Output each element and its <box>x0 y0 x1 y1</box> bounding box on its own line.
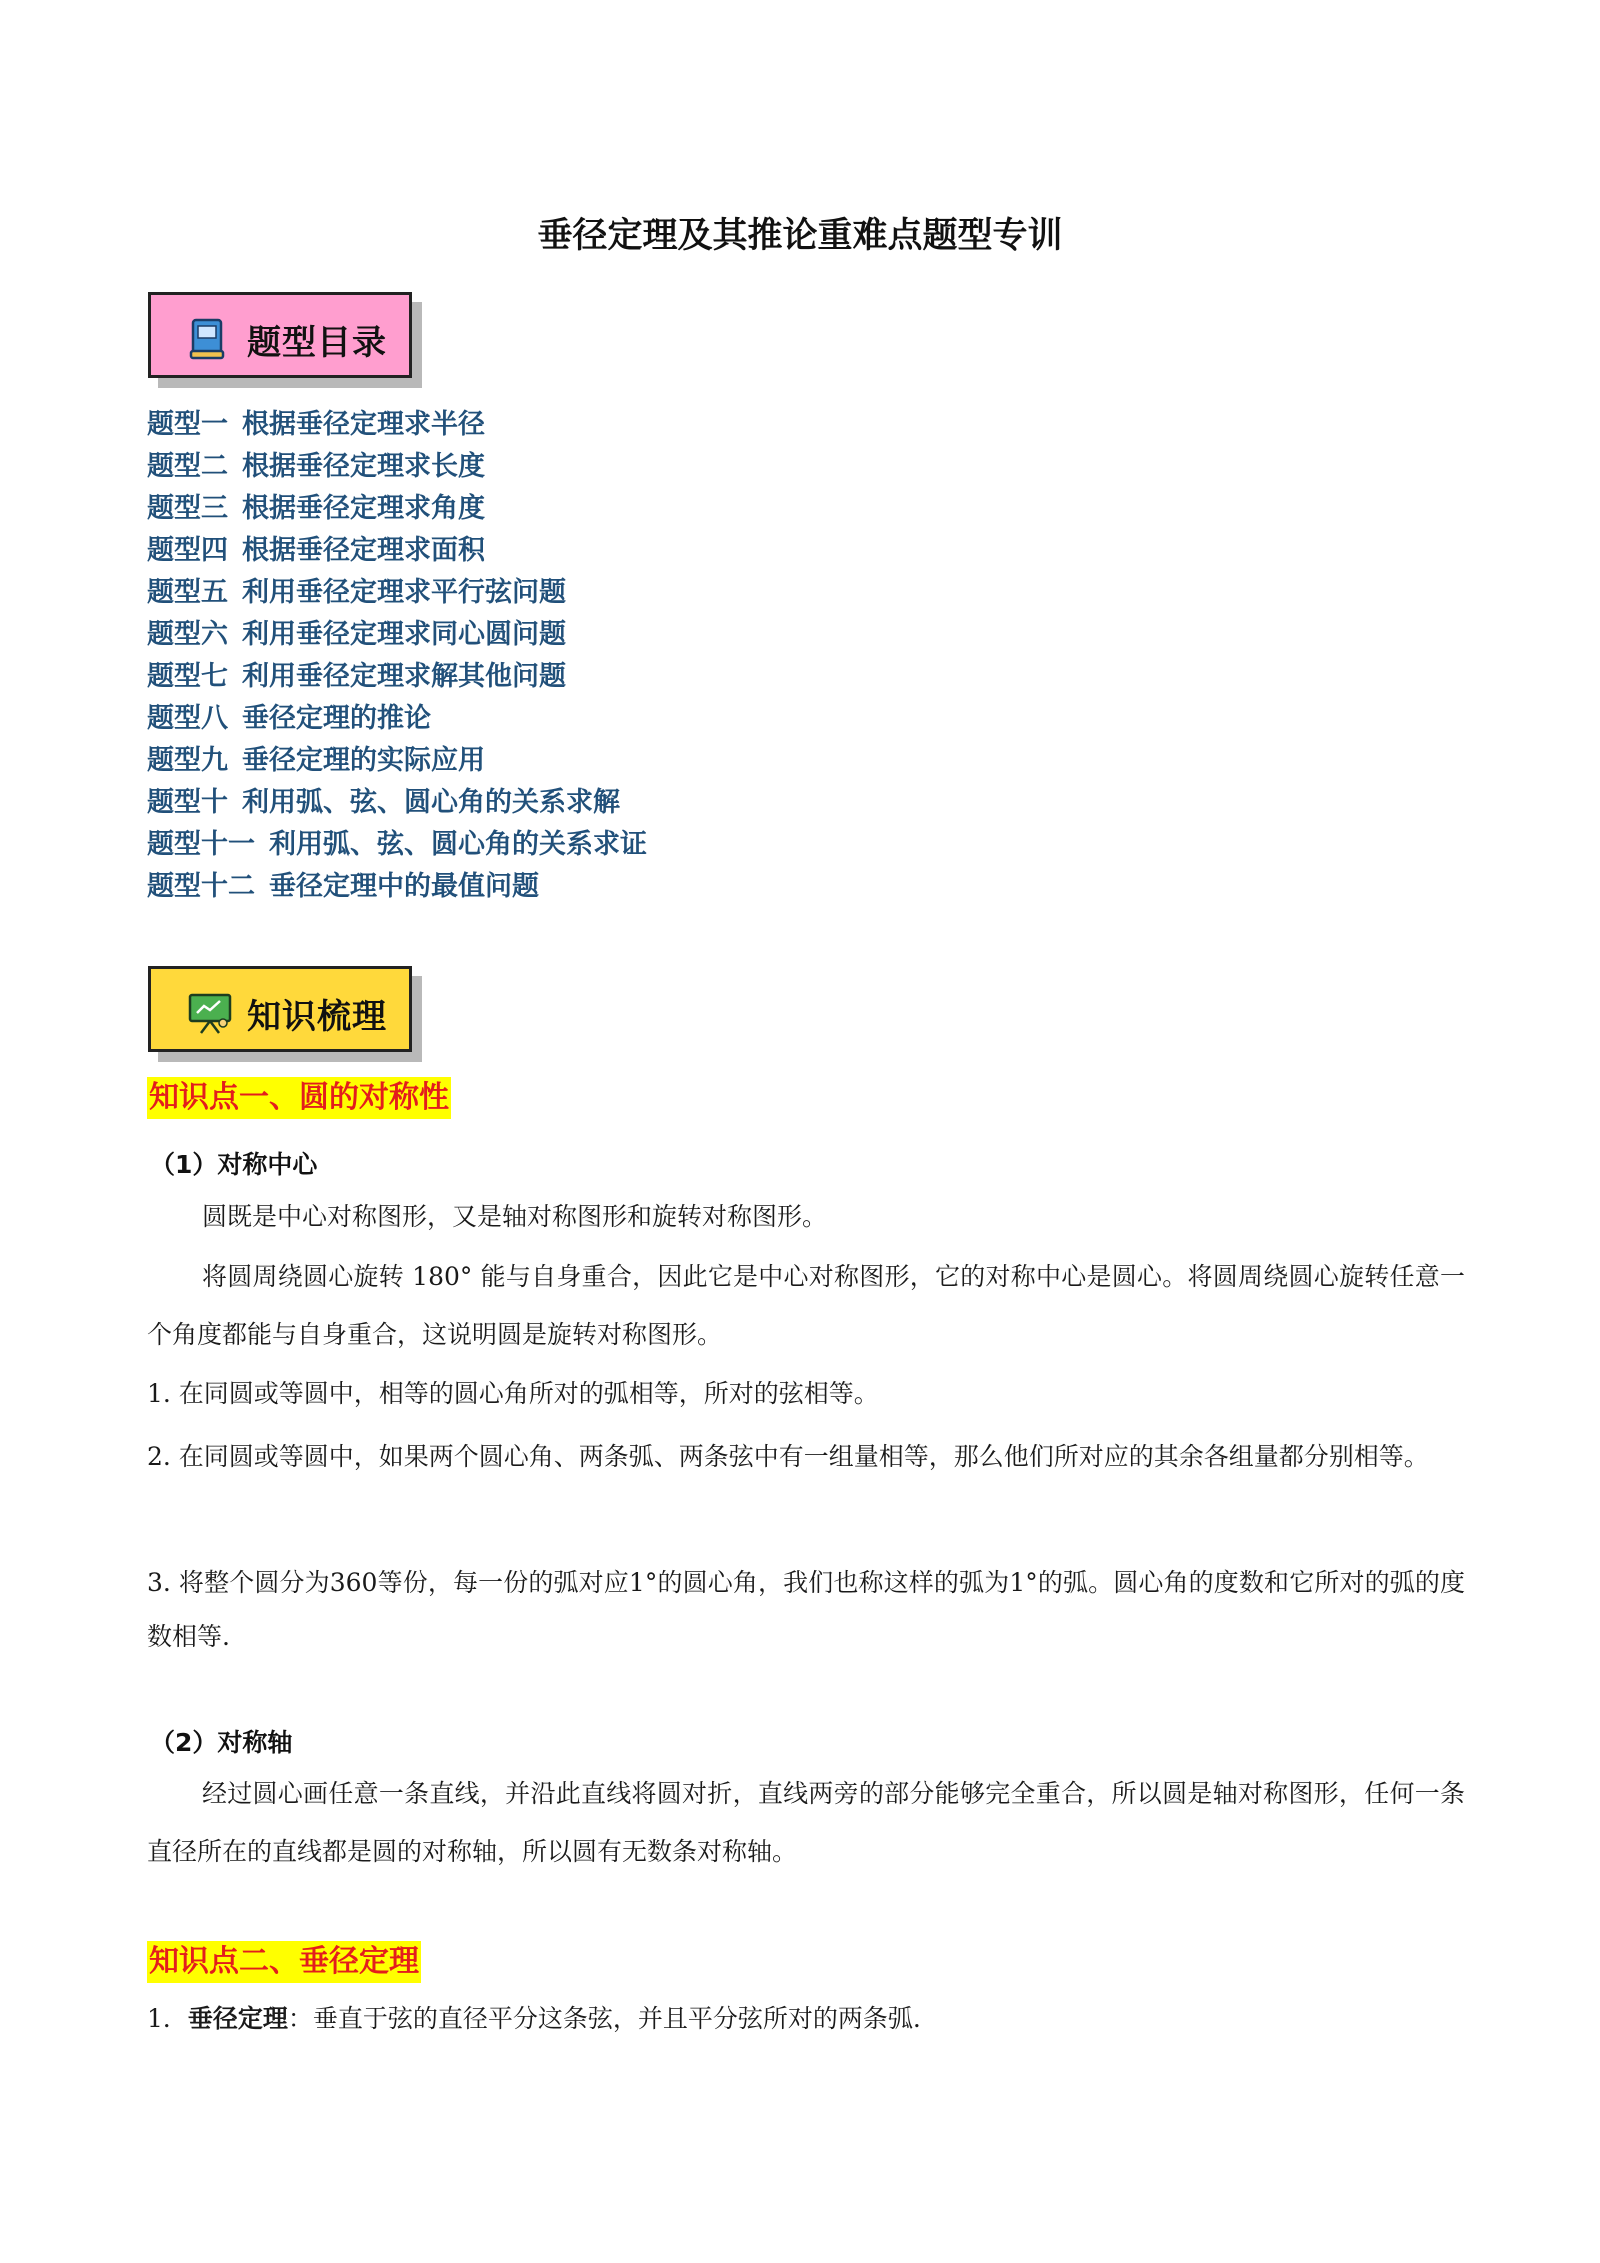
toc-item[interactable] <box>147 824 647 866</box>
toc-item-name: 根据垂径定理求面积 <box>242 535 485 566</box>
book-icon <box>187 317 227 365</box>
toc-item-name: 垂径定理中的最值问题 <box>269 871 539 902</box>
toc-item[interactable] <box>147 404 647 446</box>
presentation-board-icon <box>187 991 233 1039</box>
toc-banner-label: 题型目录 <box>247 323 387 363</box>
toc-item[interactable] <box>147 446 647 488</box>
toc-item[interactable] <box>147 488 647 530</box>
knowledge-point-2-heading: 知识点二、垂径定理 <box>147 1941 421 1983</box>
toc-item-number: 题型二 <box>147 451 228 482</box>
item-lead-term: 垂径定理 <box>187 2004 288 2033</box>
toc-item[interactable] <box>147 656 647 698</box>
numbered-item: 1. 在同圆或等圆中，相等的圆心角所对的弧相等，所对的弦相等。 <box>147 1379 879 1408</box>
toc-list <box>147 404 647 908</box>
toc-item-number: 题型十 <box>147 787 228 818</box>
knowledge-banner-label: 知识梳理 <box>247 997 387 1037</box>
item-number: 1． <box>147 2004 188 2033</box>
toc-item-name: 根据垂径定理求半径 <box>242 409 485 440</box>
toc-item-name: 利用垂径定理求同心圆问题 <box>242 619 566 650</box>
toc-item-name: 利用垂径定理求解其他问题 <box>242 661 566 692</box>
toc-item-number: 题型七 <box>147 661 228 692</box>
toc-item-name: 根据垂径定理求长度 <box>242 451 485 482</box>
numbered-item <box>147 1990 1465 2048</box>
knowledge-point-1-heading: 知识点一、圆的对称性 <box>147 1077 451 1119</box>
subsection-heading-axis: （2）对称轴 <box>150 1728 293 1757</box>
toc-item-number: 题型五 <box>147 577 228 608</box>
toc-item-name: 垂径定理的实际应用 <box>242 745 485 776</box>
numbered-item: 3. 将整个圆分为360等份，每一份的弧对应1°的圆心角，我们也称这样的弧为1°的弧。圆心角的度数和它所对的弧的度数相等. <box>147 1568 1465 1651</box>
subsection-heading-center: （1）对称中心 <box>150 1150 318 1179</box>
toc-item[interactable] <box>147 698 647 740</box>
toc-item-name: 利用弧、弦、圆心角的关系求解 <box>242 787 620 818</box>
toc-item-name: 垂径定理的推论 <box>242 703 431 734</box>
toc-item[interactable] <box>147 572 647 614</box>
toc-item[interactable] <box>147 530 647 572</box>
paragraph: 圆既是中心对称图形，又是轴对称图形和旋转对称图形。 <box>202 1202 828 1231</box>
toc-item[interactable] <box>147 866 647 908</box>
knowledge-banner <box>148 966 412 1052</box>
toc-item-name: 根据垂径定理求角度 <box>242 493 485 524</box>
toc-banner <box>148 292 412 378</box>
toc-item-number: 题型四 <box>147 535 228 566</box>
toc-item-number: 题型八 <box>147 703 228 734</box>
toc-item[interactable] <box>147 740 647 782</box>
paragraph: 将圆周绕圆心旋转 180° 能与自身重合，因此它是中心对称图形，它的对称中心是圆心。将圆周绕圆心旋转任意一个角度都能与自身重合，这说明圆是旋转对称图形。 <box>147 1262 1465 1349</box>
toc-item-number: 题型十一 <box>147 829 255 860</box>
toc-item-number: 题型六 <box>147 619 228 650</box>
toc-item-number: 题型一 <box>147 409 228 440</box>
toc-item-number: 题型三 <box>147 493 228 524</box>
paragraph: 经过圆心画任意一条直线，并沿此直线将圆对折，直线两旁的部分能够完全重合，所以圆是轴对称图形，任何一条直径所在的直线都是圆的对称轴，所以圆有无数条对称轴。 <box>147 1779 1465 1866</box>
toc-item-number: 题型九 <box>147 745 228 776</box>
toc-item[interactable] <box>147 782 647 824</box>
toc-item-name: 利用垂径定理求平行弦问题 <box>242 577 566 608</box>
toc-item-name: 利用弧、弦、圆心角的关系求证 <box>269 829 647 860</box>
numbered-item: 2. 在同圆或等圆中，如果两个圆心角、两条弧、两条弦中有一组量相等，那么他们所对应的其余各组量都分别相等。 <box>147 1442 1429 1471</box>
page-title: 垂径定理及其推论重难点题型专训 <box>537 216 1063 256</box>
item-text: ：垂直于弦的直径平分这条弦，并且平分弦所对的两条弧. <box>287 2004 921 2033</box>
toc-item-number: 题型十二 <box>147 871 255 902</box>
toc-item[interactable] <box>147 614 647 656</box>
